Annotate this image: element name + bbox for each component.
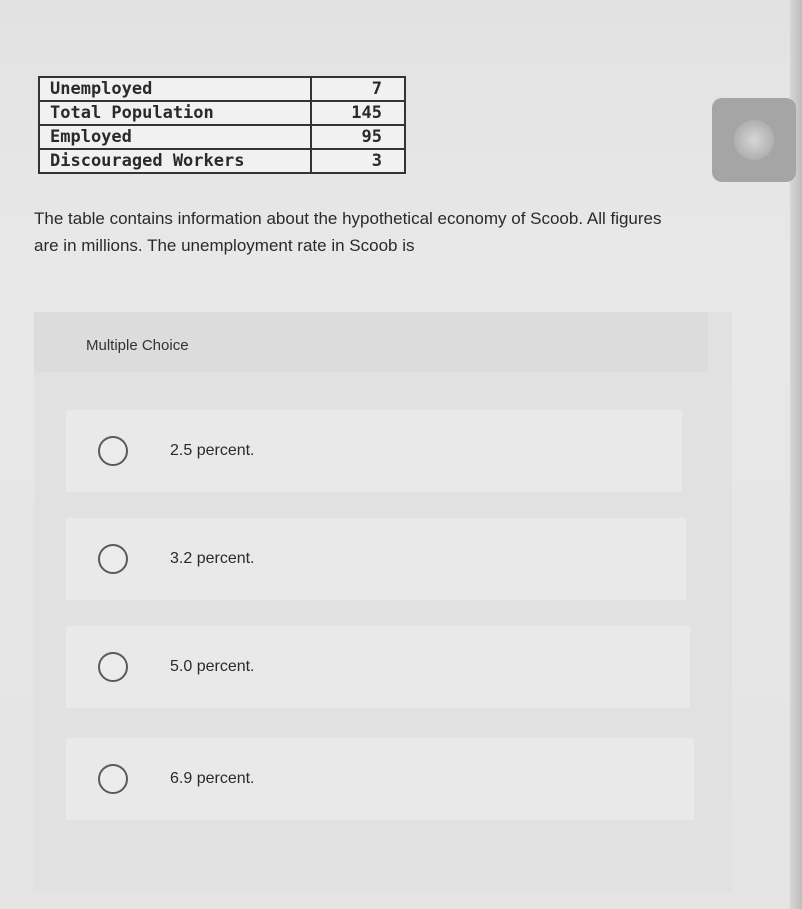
choice-option-b[interactable] — [66, 518, 686, 600]
table-row-value: 95 — [311, 125, 405, 149]
radio-button-icon[interactable] — [98, 764, 128, 794]
choice-option-d[interactable] — [66, 738, 694, 820]
choice-label: 6.9 percent. — [170, 770, 255, 787]
table-row-value: 145 — [311, 101, 405, 125]
table-row-label: Discouraged Workers — [39, 149, 311, 173]
economy-data-table — [38, 76, 406, 174]
side-nav-button[interactable] — [712, 98, 796, 182]
radio-button-icon[interactable] — [98, 544, 128, 574]
choice-label: 3.2 percent. — [170, 550, 255, 567]
radio-button-icon[interactable] — [98, 436, 128, 466]
choice-option-a[interactable] — [66, 410, 682, 492]
table-row — [39, 125, 405, 149]
table-row-label: Total Population — [39, 101, 311, 125]
table-row-label: Unemployed — [39, 77, 311, 101]
table-row-label: Employed — [39, 125, 311, 149]
multiple-choice-title: Multiple Choice — [86, 337, 189, 354]
table-row — [39, 149, 405, 173]
radio-button-icon[interactable] — [98, 652, 128, 682]
circle-icon — [734, 120, 774, 160]
choice-option-c[interactable] — [66, 626, 690, 708]
table-row — [39, 77, 405, 101]
multiple-choice-header — [34, 312, 708, 372]
table-row — [39, 101, 405, 125]
choice-label: 2.5 percent. — [170, 442, 255, 459]
question-text: The table contains information about the hypothetical economy of Scoob. All figures are in millions. The unemployment rate in Scoob is — [34, 209, 662, 255]
choice-label: 5.0 percent. — [170, 658, 255, 675]
table-row-value: 7 — [311, 77, 405, 101]
table-row-value: 3 — [311, 149, 405, 173]
multiple-choice-panel — [34, 312, 732, 892]
